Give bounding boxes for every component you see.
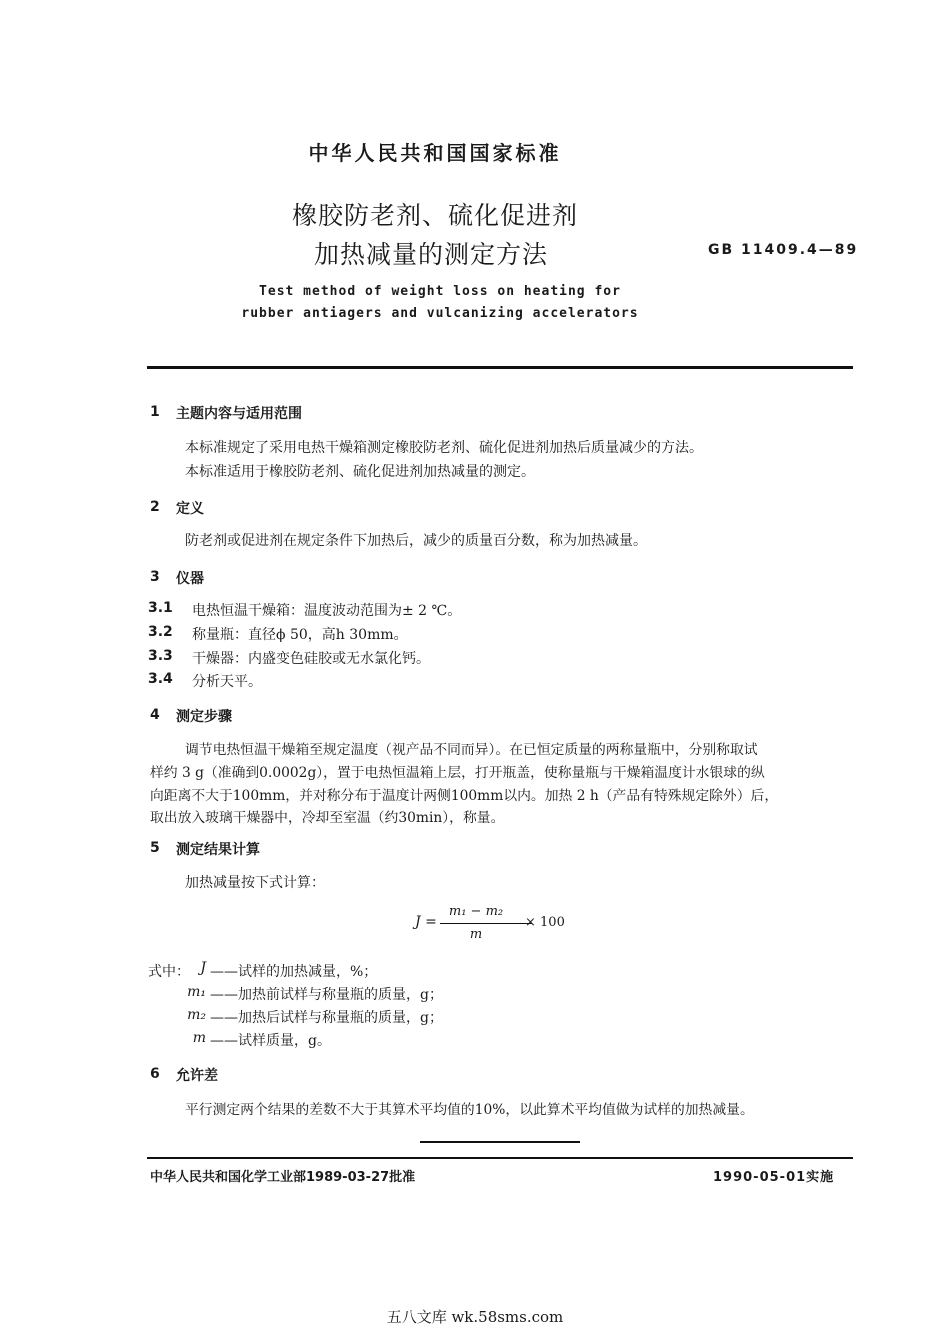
formula-denominator: m	[469, 927, 483, 942]
var-m1-desc: ——加热前试样与称量瓶的质量，g；	[210, 987, 443, 1003]
formula-fraction-bar	[440, 923, 532, 924]
footer-divider	[147, 1157, 853, 1159]
var-m-desc: ——试样质量，g。	[210, 1033, 331, 1049]
var-m1-symbol: m₁	[187, 984, 206, 1000]
section-2-paragraph: 防老剂或促进剂在规定条件下加热后，减少的质量百分数，称为加热减量。	[185, 533, 647, 549]
var-J-desc: ——试样的加热减量，%；	[210, 964, 378, 980]
section-4-title: 测定步骤	[176, 709, 232, 725]
section-2-number: 2	[150, 499, 160, 515]
formula-tail: × 100	[525, 915, 565, 930]
section-1-paragraph-1: 本标准规定了采用电热干燥箱测定橡胶防老剂、硫化促进剂加热后质量减少的方法。	[185, 440, 703, 456]
implementation-date: 1990-05-01实施	[713, 1170, 835, 1185]
title-en-line2: rubber antiagers and vulcanizing accelerators	[241, 306, 639, 321]
approval-note: 中华人民共和国化学工业部1989-03-27批准	[150, 1170, 416, 1185]
section-6-paragraph: 平行测定两个结果的差数不大于其算术平均值的10%，以此算术平均值做为试样的加热减量。	[185, 1102, 754, 1118]
section-1-number: 1	[150, 404, 160, 420]
section-5-title: 测定结果计算	[176, 842, 260, 858]
section-1-paragraph-2: 本标准适用于橡胶防老剂、硫化促进剂加热减量的测定。	[185, 464, 535, 480]
item-3-2-text: 称量瓶：直径ϕ 50，高h 30mm。	[192, 627, 408, 643]
title-cn-line1: 橡胶防老剂、硫化促进剂	[291, 201, 578, 230]
where-label: 式中：	[148, 964, 190, 980]
section-3-number: 3	[150, 569, 160, 585]
issuing-authority: 中华人民共和国国家标准	[308, 141, 562, 165]
section-4-number: 4	[150, 707, 160, 723]
var-J-symbol: J	[200, 960, 206, 976]
formula-numerator: m₁ − m₂	[448, 904, 504, 919]
section-4-line-4: 取出放入玻璃干燥器中，冷却至室温（约30min），称量。	[150, 810, 505, 826]
end-rule	[420, 1141, 580, 1143]
item-3-3-number: 3.3	[148, 648, 173, 664]
watermark: 五八文库 wk.58sms.com	[386, 1308, 564, 1326]
title-en-line1: Test method of weight loss on heating for	[259, 284, 621, 299]
header-divider	[147, 366, 853, 369]
item-3-3-text: 干燥器：内盛变色硅胶或无水氯化钙。	[192, 651, 430, 667]
var-m2-desc: ——加热后试样与称量瓶的质量，g；	[210, 1010, 443, 1026]
section-6-number: 6	[150, 1066, 160, 1082]
formula-lhs: J =	[415, 914, 437, 930]
item-3-2-number: 3.2	[148, 624, 173, 640]
section-6-title: 允许差	[176, 1068, 218, 1084]
section-4-line-1: 调节电热恒温干燥箱至规定温度（视产品不同而异）。在已恒定质量的两称量瓶中，分别称取试	[185, 742, 758, 758]
item-3-1-text: 电热恒温干燥箱：温度波动范围为± 2 ℃。	[192, 603, 462, 619]
section-4-line-2: 样约 3 g（准确到0.0002g），置于电热恒温箱上层，打开瓶盖，使称量瓶与干燥箱温度计水银球的纵	[150, 765, 765, 781]
section-5-intro: 加热减量按下式计算：	[185, 875, 325, 891]
title-cn-line2: 加热减量的测定方法	[313, 240, 548, 269]
item-3-4-number: 3.4	[148, 671, 173, 687]
section-1-title: 主题内容与适用范围	[176, 406, 302, 422]
var-m2-symbol: m₂	[187, 1007, 206, 1023]
section-2-title: 定义	[176, 501, 204, 517]
item-3-1-number: 3.1	[148, 600, 173, 616]
var-m-symbol: m	[192, 1030, 206, 1046]
standard-number: GB 11409.4—89	[708, 242, 859, 258]
section-5-number: 5	[150, 840, 160, 856]
section-3-title: 仪器	[176, 571, 204, 587]
item-3-4-text: 分析天平。	[192, 674, 262, 690]
section-4-line-3: 向距离不大于100mm，并对称分布于温度计两侧100mm以内。加热 2 h（产品有特殊规定除外）后，	[150, 788, 779, 804]
